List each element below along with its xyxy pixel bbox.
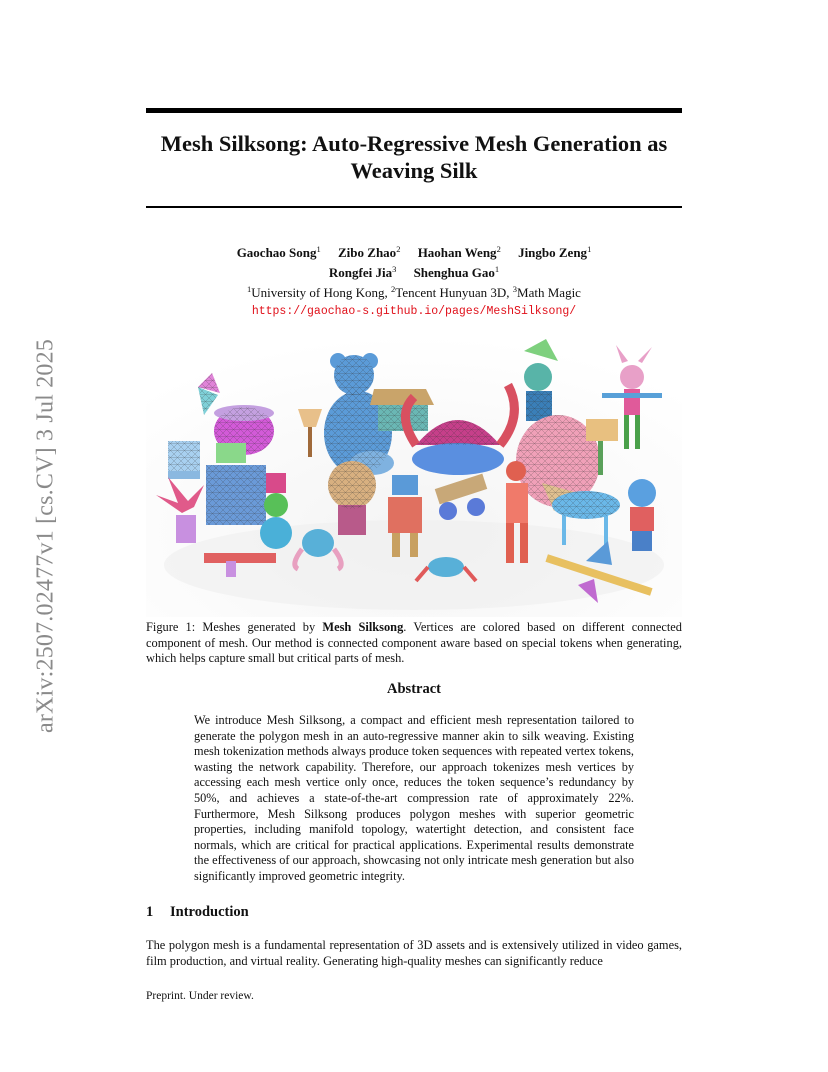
paper-title: [146, 130, 682, 184]
dresser-mesh: [206, 465, 266, 525]
author-name: Shenghua Gao: [413, 265, 495, 280]
author-block: [146, 241, 682, 320]
introduction-paragraph: The polygon mesh is a fundamental representation of 3D assets and is extensively utilized in video games, film production, and virtual reality. Generating high-quality meshes can significantly reduce: [146, 938, 682, 968]
authors-row-2: [146, 261, 682, 281]
author-name: Zibo Zhao: [338, 245, 397, 260]
author-affil-mark: 2: [496, 244, 501, 254]
affiliation: University of Hong Kong,: [251, 285, 392, 300]
title-bottom-rule: [146, 206, 682, 208]
arxiv-text: arXiv:2507.02477v1 [cs.CV] 3 Jul 2025: [32, 338, 59, 734]
affiliations: [146, 281, 682, 301]
abstract-body: We introduce Mesh Silksong, a compact and efficient mesh representation tailored to generate the polygon mesh in an auto-regressive manner akin to silk weaving. Existing mesh tokenization methods always produce token sequences with repeated vertex tokens, wasting the network capability. Therefore, our approach tokenizes mesh vertices by accessing each mesh vertice only once, reduces the token sequence’s redundancy by 50%, and achieves a state-of-the-art compression rate of approximately 22%. Furthermore, Mesh Silksong produces polygon meshes with superior geometric properties, including manifold topology, watertight detection, and consistent face normals, which are critical for practical applications. Experimental results demonstrate the effectiveness of our approach, showcasing not only intricate mesh generation but also significantly improved geometric integrity.: [194, 713, 634, 883]
author-affil-mark: 1: [587, 244, 592, 254]
affiliation: Tencent Hunyuan 3D,: [395, 285, 513, 300]
page-footer: Preprint. Under review.: [146, 990, 254, 1002]
caption-bold-term: Mesh Silksong: [322, 620, 404, 634]
author-name: Jingbo Zeng: [518, 245, 588, 260]
author-affil-mark: 2: [396, 244, 401, 254]
author-name: Rongfei Jia: [328, 265, 393, 280]
project-url-link[interactable]: https://gaochao-s.github.io/pages/MeshSilksong/: [251, 305, 577, 318]
title-top-rule: [146, 108, 682, 113]
radio-mesh: [216, 443, 246, 463]
figure-caption: [146, 620, 682, 667]
author-affil-mark: 1: [316, 244, 321, 254]
caption-prefix: Figure 1: Meshes generated by: [146, 620, 323, 634]
author-affil-mark: 1: [494, 264, 500, 274]
author-affil-mark: 3: [392, 264, 397, 274]
affil-mark: 3: [512, 284, 518, 294]
authors-row-1: [146, 241, 682, 261]
author-name: Gaochao Song: [236, 245, 317, 260]
affil-mark: 2: [391, 284, 396, 294]
lego-figure-mesh: [628, 479, 656, 551]
title-line-1: Mesh Silksong: Auto-Regressive Mesh Generation as: [160, 131, 668, 156]
title-line-2: Weaving Silk: [350, 158, 478, 183]
caption-rest: . Vertices are colored based on different connected component of mesh. Our method is connected component aware based on special tokens when generating, which helps capture small but critical parts of mesh.: [146, 620, 682, 665]
author-name: Haohan Weng: [417, 245, 497, 260]
section-number: 1: [146, 904, 154, 920]
chair-mesh: [168, 441, 200, 479]
mesh-gallery-illustration: [146, 335, 682, 617]
section-title: Introduction: [170, 904, 249, 920]
affil-mark: 1: [247, 284, 252, 294]
abstract-heading: Abstract: [387, 681, 441, 697]
section-heading: [146, 904, 249, 921]
figure-1-mesh-gallery: [146, 335, 682, 617]
affiliation: Math Magic: [517, 285, 581, 300]
